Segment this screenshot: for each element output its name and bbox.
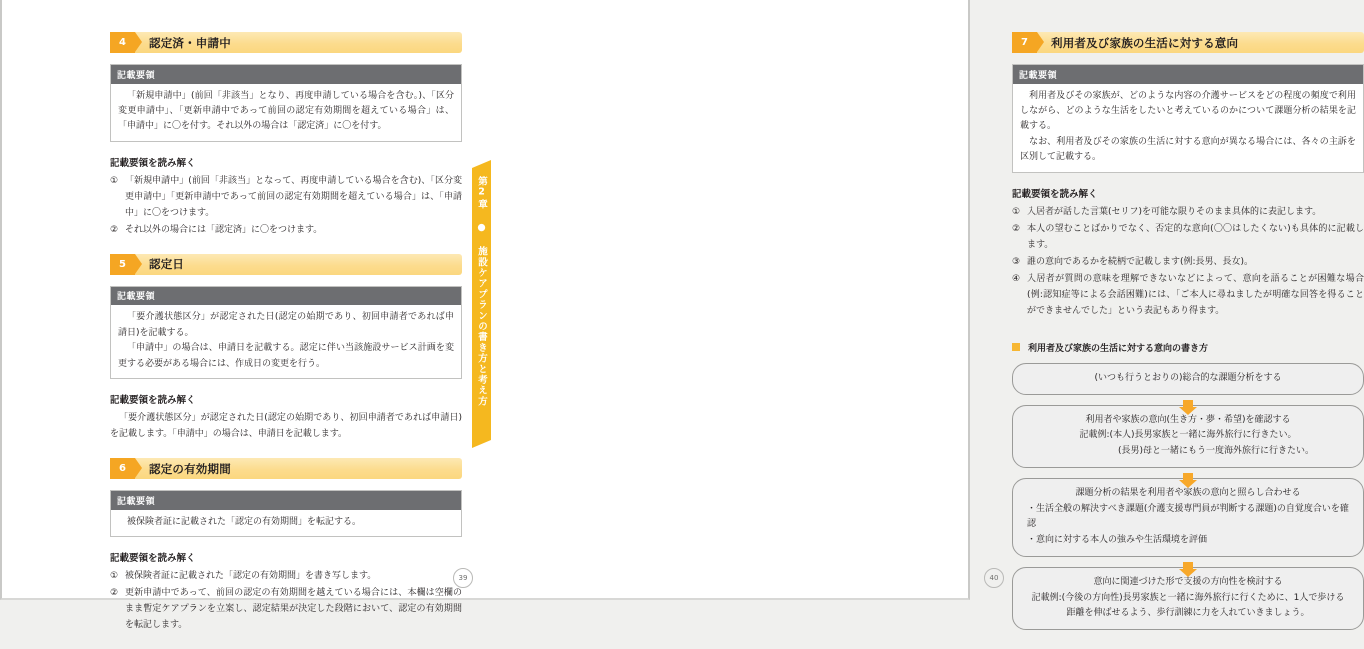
flow-step-3 bbox=[1012, 478, 1364, 557]
section-7 bbox=[1012, 32, 1364, 319]
intent-writing-flowchart bbox=[1012, 341, 1364, 630]
section-6-quote-paragraph-1: 被保険者証に記載された「認定の有効期間」を転記する。 bbox=[127, 516, 362, 527]
section-6 bbox=[110, 458, 462, 633]
flow-step-4-line-2: 記載例:(今後の方向性)長男家族と一緒に海外旅行に行くために、1人で歩ける bbox=[1031, 592, 1345, 603]
section-4-explanation-body bbox=[110, 173, 462, 238]
flow-step-3-line-3: ・意向に対する本人の強みや生活環境を評価 bbox=[1027, 535, 1208, 546]
section-4-explanation-item-2 bbox=[110, 222, 462, 238]
page-right bbox=[487, 0, 1364, 619]
list-marker: ② bbox=[110, 224, 119, 235]
page-number-left: 39 bbox=[453, 568, 473, 588]
flow-step-3-line-2: ・生活全般の解決すべき課題(介護支援専門員が判断する課題)の自覚度合いを確認 bbox=[1027, 503, 1349, 530]
section-6-header bbox=[110, 458, 462, 479]
list-text: 入居者が質問の意味を理解できないなどによって、意向を語ることが困難な場合(例:認知症等による会話困難)には、「ご本人に尋ねましたが明確な回答を得ることができませんでした」という表記もあり得ます。 bbox=[1027, 273, 1364, 316]
section-7-quote-body bbox=[1013, 84, 1363, 172]
section-4-explanation-item-1 bbox=[110, 173, 462, 221]
section-5-quote-paragraph-2: 「申請中」の場合は、申請日を記載する。認定に伴い当該施設サービス計画を変更する必要がある場合には、作成日の変更を行う。 bbox=[118, 343, 454, 369]
section-5-quote-box bbox=[110, 286, 462, 379]
section-7-explanation-item-3 bbox=[1012, 254, 1364, 270]
section-7-header bbox=[1012, 32, 1364, 53]
page-left-content bbox=[110, 32, 462, 649]
section-6-explanation-item-1 bbox=[110, 568, 462, 584]
list-marker: ③ bbox=[1012, 256, 1021, 267]
list-text: 入居者が話した言葉(セリフ)を可能な限りそのまま具体的に表記します。 bbox=[1027, 206, 1322, 217]
section-5-quote-body bbox=[111, 305, 461, 378]
section-6-explanation-list bbox=[110, 568, 462, 633]
flow-step-1 bbox=[1012, 363, 1364, 395]
section-4-quote-header: 記載要領 bbox=[111, 65, 461, 84]
section-4-quote-box bbox=[110, 64, 462, 142]
section-7-explanation-body bbox=[1012, 204, 1364, 319]
section-6-quote-header: 記載要領 bbox=[111, 491, 461, 510]
section-7-explanation-header: 記載要領を読み解く bbox=[1012, 188, 1098, 200]
list-text: 誰の意向であるかを続柄で記載します(例:長男、長女)。 bbox=[1027, 256, 1254, 267]
page-left bbox=[2, 0, 487, 631]
section-5 bbox=[110, 254, 462, 442]
section-6-title: 認定の有効期間 bbox=[149, 461, 231, 476]
section-5-title: 認定日 bbox=[149, 257, 185, 272]
section-4 bbox=[110, 32, 462, 238]
section-7-quote-box bbox=[1012, 64, 1364, 173]
page-right-content bbox=[1012, 32, 1364, 630]
section-5-explanation-paragraph-1: 「要介護状態区分」が認定された日(認定の始期であり、初回申請者であれば申請日)を記載します。「申請中」の場合は、申請日を記載します。 bbox=[110, 413, 462, 440]
flow-step-2-line-1: 利用者や家族の意向(生き方・夢・希望)を確認する bbox=[1085, 414, 1291, 425]
list-text: 本人の望むことばかりでなく、否定的な意向(〇〇はしたくない)も具体的に記載します。 bbox=[1027, 223, 1364, 250]
list-text: 更新申請中であって、前回の認定の有効期間を越えている場合には、本欄は空欄のまま暫定ケアプランを立案し、認定結果が決定した段階において、認定の有効期間を転記します。 bbox=[125, 588, 462, 631]
flow-step-4-line-1: 意向に関連づけた形で支援の方向性を検討する bbox=[1093, 576, 1283, 587]
section-6-explanation-header: 記載要領を読み解く bbox=[110, 553, 196, 565]
list-text: それ以外の場合には「認定済」に〇をつけます。 bbox=[125, 224, 323, 235]
section-6-quote-box bbox=[110, 490, 462, 537]
list-text: 「新規申請中」(前回「非該当」となって、再度申請している場合を含む)、「区分変更申請中」「更新申請中であって前回の認定有効期間を超えている場合」は、「申請中」に〇をつけます。 bbox=[125, 175, 462, 218]
list-marker: ① bbox=[110, 571, 119, 582]
page-number-right: 40 bbox=[984, 568, 1004, 588]
list-marker: ② bbox=[110, 588, 119, 599]
section-7-explanation-item-4 bbox=[1012, 271, 1364, 319]
section-5-number-badge: 5 bbox=[110, 254, 135, 275]
flow-step-2-line-3: (長男)母と一緒にもう一度海外旅行に行きたい。 bbox=[1117, 446, 1315, 457]
section-6-quote-body bbox=[111, 510, 461, 536]
section-5-explanation-body bbox=[110, 410, 462, 442]
list-marker: ② bbox=[1012, 223, 1021, 234]
section-4-explanation-header: 記載要領を読み解く bbox=[110, 157, 196, 169]
list-marker: ④ bbox=[1012, 273, 1021, 284]
section-7-explanation-list bbox=[1012, 204, 1364, 319]
section-6-explanation-item-2 bbox=[110, 585, 462, 633]
square-bullet-icon bbox=[1012, 343, 1020, 351]
flowchart-caption bbox=[1012, 341, 1364, 354]
section-7-title: 利用者及び家族の生活に対する意向 bbox=[1051, 35, 1239, 50]
flow-step-1-line-1: (いつも行うとおりの)総合的な課題分析をする bbox=[1094, 372, 1282, 383]
section-4-explanation-list bbox=[110, 173, 462, 238]
flowchart-caption-label: 利用者及び家族の生活に対する意向の書き方 bbox=[1028, 343, 1209, 354]
section-7-explanation-item-2 bbox=[1012, 221, 1364, 253]
list-marker: ① bbox=[110, 175, 119, 186]
section-7-number-badge: 7 bbox=[1012, 32, 1037, 53]
section-5-quote-paragraph-1: 「要介護状態区分」が認定された日(認定の始期であり、初回申請者であれば申請日)を記載する。 bbox=[118, 312, 454, 338]
section-4-title: 認定済・申請中 bbox=[149, 35, 231, 50]
section-5-header bbox=[110, 254, 462, 275]
flow-step-2-line-2: 記載例:(本人)長男家族と一緒に海外旅行に行きたい。 bbox=[1079, 430, 1297, 441]
section-4-quote-paragraph-1: 「新規申請中」(前回「非該当」となり、再度申請している場合を含む。)、「区分変更申請中」、「更新申請中であって前回の認定有効期間を超えている場合」は、「申請中」に〇を付す。それ以外の場合は「認定済」に〇を付す。 bbox=[118, 90, 454, 132]
section-6-number-badge: 6 bbox=[110, 458, 135, 479]
section-7-explanation-item-1 bbox=[1012, 204, 1364, 220]
chapter-spine-label: 第2章 ● 施設ケアプランの書き方と考え方 bbox=[476, 176, 487, 407]
flow-step-3-line-1: 課題分析の結果を利用者や家族の意向と照らし合わせる bbox=[1075, 487, 1301, 498]
section-7-quote-paragraph-1: 利用者及びその家族が、どのような内容の介護サービスをどの程度の頻度で利用しながら、どのような生活をしたいと考えているのかについて課題分析の結果を記載する。 bbox=[1020, 90, 1356, 132]
section-6-explanation-body bbox=[110, 568, 462, 633]
section-7-quote-paragraph-2: なお、利用者及びその家族の生活に対する意向が異なる場合には、各々の主訴を区別して記載する。 bbox=[1020, 136, 1356, 163]
list-text: 被保険者証に記載された「認定の有効期間」を書き写します。 bbox=[125, 571, 377, 582]
section-4-quote-body bbox=[111, 84, 461, 141]
section-5-quote-header: 記載要領 bbox=[111, 287, 461, 306]
flow-step-4-line-3: 距離を伸ばせるよう、歩行訓練に力を入れていきましょう。 bbox=[1066, 608, 1310, 619]
section-7-quote-header: 記載要領 bbox=[1013, 65, 1363, 84]
section-4-number-badge: 4 bbox=[110, 32, 135, 53]
section-4-header bbox=[110, 32, 462, 53]
list-marker: ① bbox=[1012, 206, 1021, 217]
section-5-explanation-header: 記載要領を読み解く bbox=[110, 395, 196, 407]
